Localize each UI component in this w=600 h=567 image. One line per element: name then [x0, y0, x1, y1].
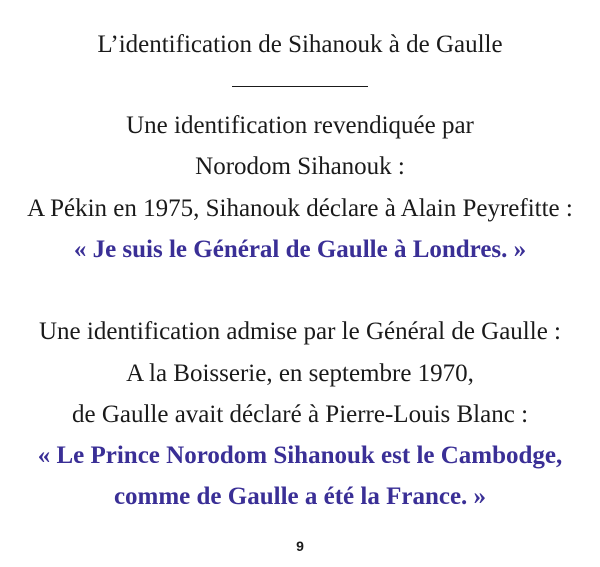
- title-underline-divider: [232, 86, 368, 87]
- section2-quote-line1: « Le Prince Norodom Sihanouk est le Cambodge,: [37, 442, 563, 469]
- page-title: L’identification de Sihanouk à de Gaulle: [97, 31, 503, 58]
- section2-context-line2: de Gaulle avait déclaré à Pierre-Louis Blanc :: [71, 401, 529, 428]
- section2-context-line1: A la Boisserie, en septembre 1970,: [126, 360, 474, 387]
- section1-quote: « Je suis le Général de Gaulle à Londres. »: [73, 236, 527, 263]
- section2-heading: Une identification admise par le Général de Gaulle :: [38, 318, 561, 345]
- section1-heading-line2: Norodom Sihanouk :: [195, 153, 405, 180]
- section2-quote-line2: comme de Gaulle a été la France. »: [113, 483, 487, 510]
- section1-heading-line1: Une identification revendiquée par: [126, 112, 474, 139]
- section1-context: A Pékin en 1975, Sihanouk déclare à Alain Peyrefitte :: [27, 195, 573, 222]
- page-number: 9: [296, 538, 304, 554]
